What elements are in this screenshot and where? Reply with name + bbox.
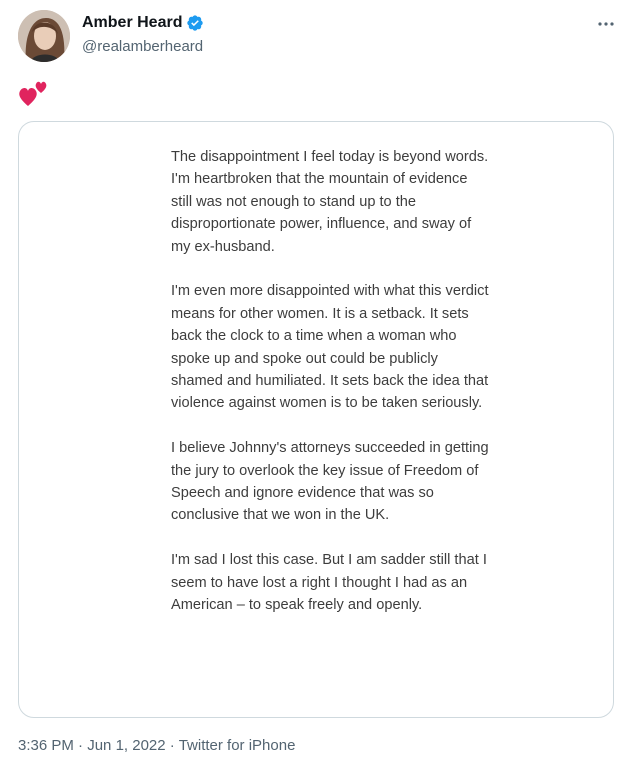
avatar[interactable]	[18, 10, 70, 62]
separator-dot: ·	[169, 737, 175, 754]
tweet-source[interactable]: Twitter for iPhone	[178, 737, 296, 754]
display-name[interactable]: Amber Heard	[82, 14, 183, 31]
more-options-icon[interactable]	[596, 16, 616, 32]
tweet-header	[18, 10, 618, 62]
statement-paragraph-4: I'm sad I lost this case. But I am sadder still that I seem to have lost a right I thought I had as an American – to speak freely and openly.	[171, 552, 487, 614]
tweet-date[interactable]: Jun 1, 2022	[87, 737, 166, 754]
two-hearts-emoji	[18, 78, 52, 108]
avatar-image	[18, 10, 70, 62]
separator-dot: ·	[78, 737, 84, 754]
statement-paragraph-1: The disappointment I feel today is beyond words. I'm heartbroken that the mountain of evidence still was not enough to stand up to the disproportionate power, influence, and sway of my ex-husband.	[171, 149, 489, 255]
handle[interactable]: @realamberheard	[82, 38, 204, 55]
statement-image-card[interactable]	[18, 121, 614, 718]
statement-paragraph-2: I'm even more disappointed with what this verdict means for other women. It is a setback. It sets back the clock to a time when a woman who spoke up and spoke out could be publicly shamed and humiliated. It sets back the idea that violence against women is to be taken seriously.	[171, 283, 489, 412]
name-row	[82, 14, 204, 32]
tweet-time[interactable]: 3:36 PM	[18, 737, 74, 754]
statement-text	[171, 146, 491, 639]
verified-badge-icon	[186, 14, 204, 32]
statement-paragraph-3: I believe Johnny's attorneys succeeded in getting the jury to overlook the key issue of Freedom of Speech and ignore evidence that was so conclusive that we won in the UK.	[171, 440, 489, 524]
tweet-timestamp	[18, 737, 295, 754]
